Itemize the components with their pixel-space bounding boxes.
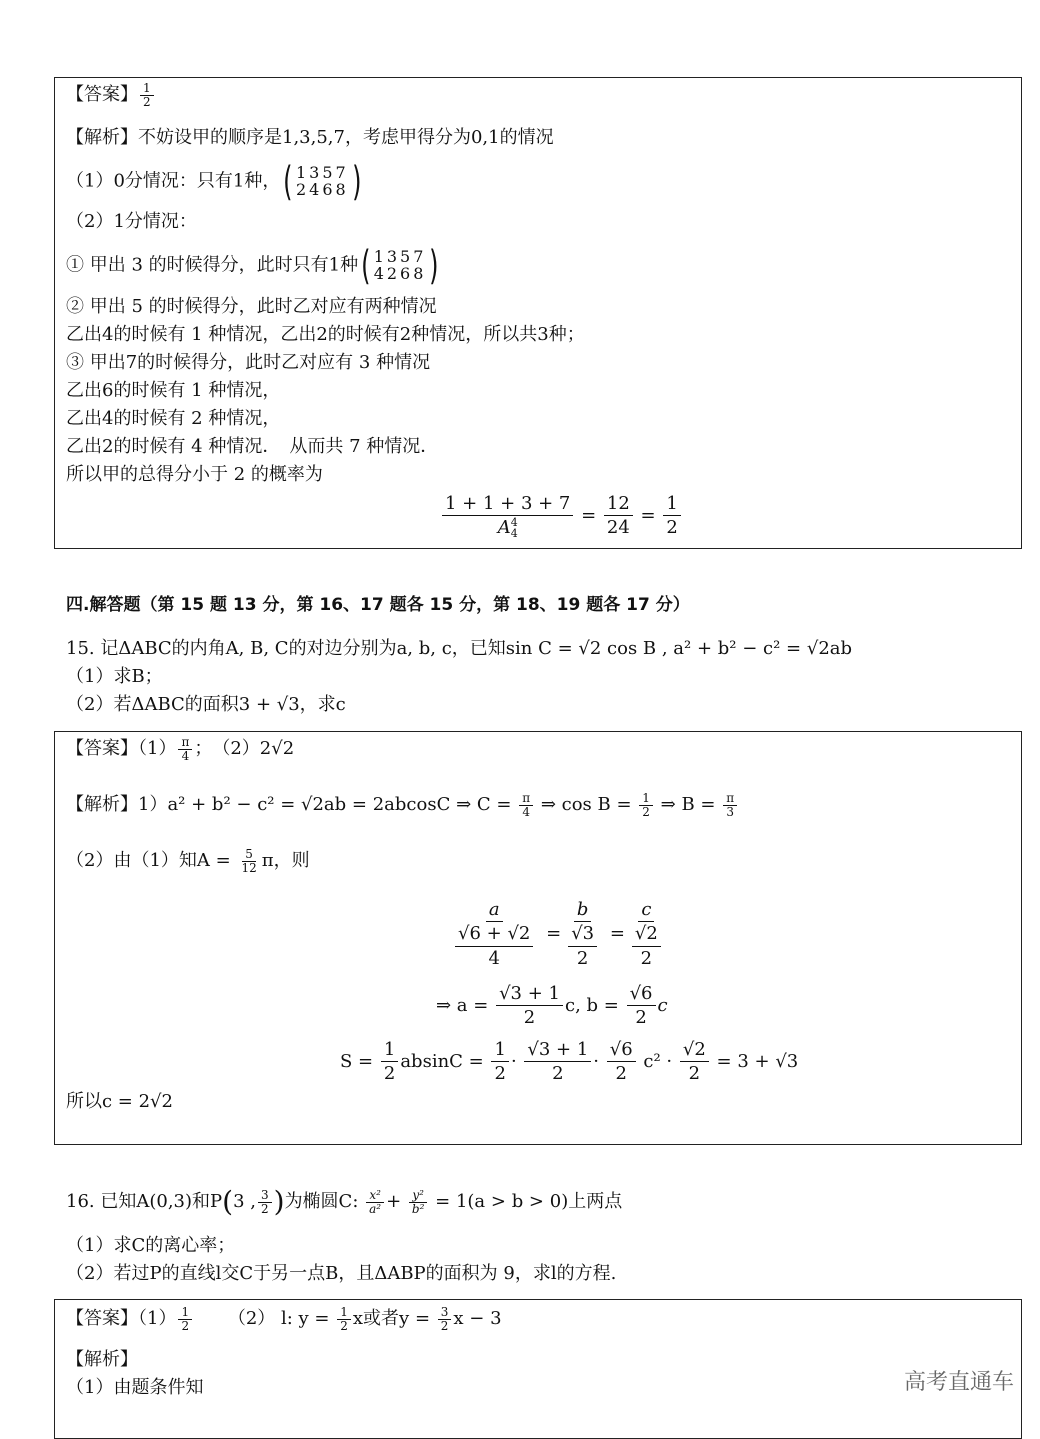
answer-label: 【答案】: [66, 84, 138, 106]
q15-part1: （1）求B；: [66, 666, 163, 687]
case-one-b: ② 甲出 5 的时候得分，此时乙对应有两种情况: [66, 296, 437, 317]
law-of-sines-equation: a √6 + √2 4 = b √3 2 = c √2 2: [448, 898, 668, 970]
solution-step2: （2）由（1）知A = $\frac{5}{12}$ π，则: [66, 847, 310, 875]
answer-line-15: 【答案】（1） $\frac{\pi}{4}$ ； （2）2√2: [66, 735, 295, 763]
q16-stem: 16. 已知A(0,3)和P(3 , $\frac{3}{2}$ )为椭圆C: $\frac{\text{x²}}{\text{a²}}$ + $\frac{\text{y²}}{\text{b²}}$ = 1(a > b > 0)上两点: [66, 1185, 623, 1218]
permutation-matrix-2: ( 1357 4268 ): [361, 243, 439, 289]
case-zero: （1）0分情况：只有1种， ( 1357 2468 ): [66, 162, 364, 202]
analysis-label-16: 【解析】: [66, 1349, 138, 1370]
probability-formula: 1 + 1 + 3 + 7 A 4 4 = $\frac{12}{24}$ = $\frac{1}{2}$: [440, 492, 683, 540]
solution-step1: 【解析】1）a² + b² − c² = √2ab = 2abcosC ⇒ C = $\frac{\pi}{4}$ ⇒ cos B = $\frac{1}{2}$ ⇒ B = $\frac{\pi}{3}$: [66, 792, 739, 818]
case-one-c3: 乙出2的时候有 4 种情况． 从而共 7 种情况．: [66, 436, 439, 457]
area-equation: S = $\frac{1}{2}$ absinC = $\frac{1}{2}$ · $\frac{√3 + 1}{2}$ · $\frac{√6}{2}$ c² · $\frac{√2}{2}$ = 3 + √3: [340, 1039, 799, 1085]
case-one-a: ① 甲出 3 的时候得分，此时只有1种 ( 1357 4268 ): [66, 246, 442, 286]
solution-start-16: （1）由题条件知: [66, 1377, 204, 1398]
conclusion-14: 所以甲的总得分小于 2 的概率为: [66, 464, 323, 485]
q16-part1: （1）求C的离心率；: [66, 1235, 236, 1256]
analysis-intro: 【解析】不妨设甲的顺序是1,3,5,7，考虑甲得分为0,1的情况: [66, 127, 554, 148]
permutation-matrix-1: ( 1357 2468 ): [283, 159, 362, 205]
case-one-b2: 乙出4的时候有 1 种情况，乙出2的时候有2种情况，所以共3种；: [66, 324, 585, 345]
q16-part2: （2）若过P的直线l交C于另一点B，且ΔABP的面积为 9，求l的方程.: [66, 1263, 617, 1284]
q15-part2: （2）若ΔABC的面积3 + √3，求c: [66, 694, 346, 715]
case-one-c1: 乙出6的时候有 1 种情况，: [66, 380, 281, 401]
case-one: （2）1分情况：: [66, 211, 197, 232]
case-one-c2: 乙出4的时候有 2 种情况，: [66, 408, 281, 429]
section-heading: 四.解答题（第 15 题 13 分，第 16、17 题各 15 分，第 18、19 题各 17 分）: [66, 595, 690, 615]
q15-stem: 15. 记ΔABC的内角A, B, C的对边分别为a, b, c，已知sin C = √2 cos B , a² + b² − c² = √2ab: [66, 638, 853, 659]
conclusion-15: 所以c = 2√2: [66, 1091, 173, 1112]
watermark: 高考直通车: [903, 1370, 1014, 1395]
answer-line-16: 【答案】（1） $\frac{1}{2}$ （2） l: y = $\frac{1}{2}$ x或者y = $\frac{3}{2}$ x − 3: [66, 1305, 502, 1333]
side-expressions: ⇒ a = $\frac{√3 + 1}{2}$ c, b = $\frac{√6}{2}$ c: [436, 983, 668, 1029]
answer-line-14: [66, 82, 156, 108]
answer-fraction: $\frac{1}{2}$: [140, 82, 154, 108]
case-one-c: ③ 甲出7的时候得分，此时乙对应有 3 种情况: [66, 352, 431, 373]
